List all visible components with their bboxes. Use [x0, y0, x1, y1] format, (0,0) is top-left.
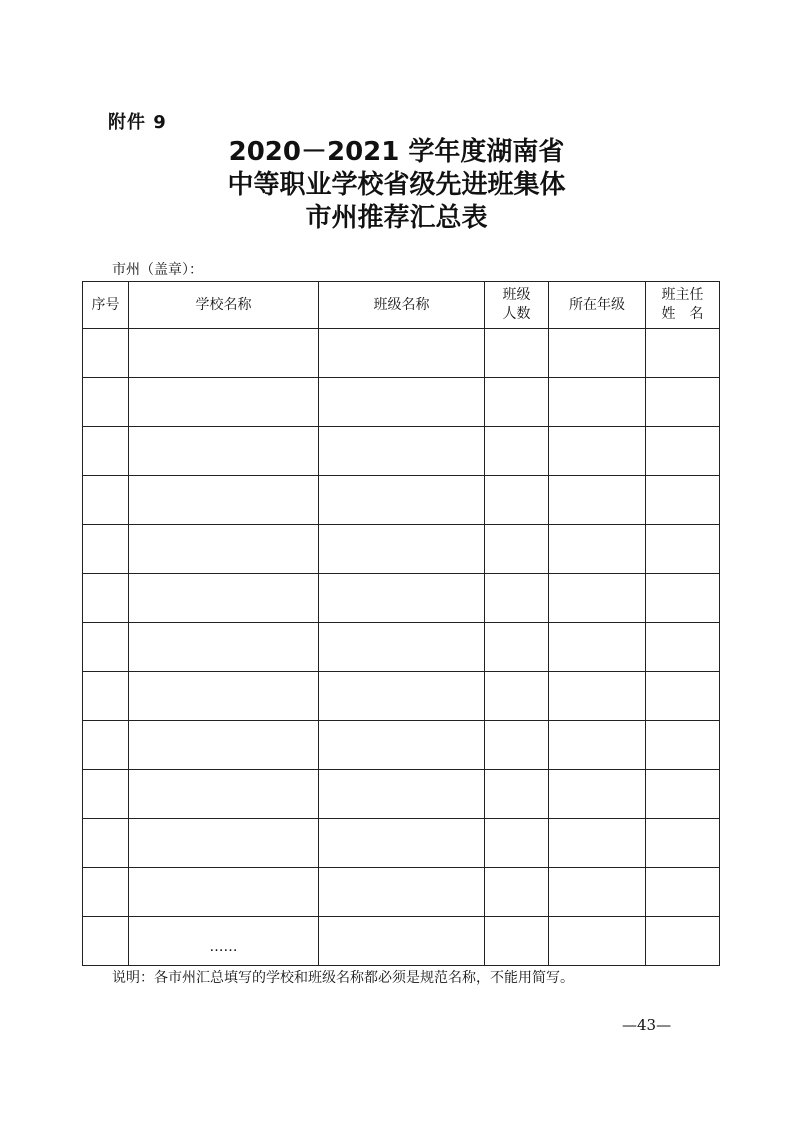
teacher-cell[interactable] — [646, 476, 720, 525]
page-number: —43— — [622, 1016, 672, 1034]
header-class-name: 班级名称 — [319, 282, 485, 329]
teacher-cell[interactable] — [646, 819, 720, 868]
summary-table — [82, 281, 720, 966]
header-teacher-line-2: 姓 名 — [661, 306, 704, 322]
table-row — [83, 868, 720, 917]
grade-cell[interactable] — [549, 721, 646, 770]
class-size-cell[interactable] — [485, 721, 549, 770]
class-size-cell[interactable] — [485, 427, 549, 476]
grade-cell[interactable] — [549, 574, 646, 623]
class-size-cell[interactable] — [485, 917, 549, 966]
school-name-cell[interactable] — [129, 427, 319, 476]
index-cell[interactable] — [83, 721, 129, 770]
class-size-cell[interactable] — [485, 329, 549, 378]
table-row — [83, 329, 720, 378]
school-name-cell[interactable] — [129, 917, 319, 966]
grade-cell[interactable] — [549, 525, 646, 574]
header-school-name: 学校名称 — [129, 282, 319, 329]
school-name-cell[interactable] — [129, 525, 319, 574]
index-cell[interactable] — [83, 819, 129, 868]
index-cell[interactable] — [83, 868, 129, 917]
table-row — [83, 770, 720, 819]
class-size-cell[interactable] — [485, 672, 549, 721]
school-name-cell[interactable] — [129, 329, 319, 378]
index-cell[interactable] — [83, 623, 129, 672]
header-teacher-line-1: 班主任 — [661, 287, 704, 303]
class-size-cell[interactable] — [485, 623, 549, 672]
class-name-cell[interactable] — [319, 819, 485, 868]
class-size-cell[interactable] — [485, 476, 549, 525]
class-name-cell[interactable] — [319, 770, 485, 819]
class-name-cell[interactable] — [319, 525, 485, 574]
grade-cell[interactable] — [549, 623, 646, 672]
index-cell[interactable] — [83, 329, 129, 378]
class-name-cell[interactable] — [319, 476, 485, 525]
class-size-cell[interactable] — [485, 819, 549, 868]
grade-cell[interactable] — [549, 770, 646, 819]
stamp-label: 市州（盖章）： — [112, 262, 203, 278]
table-row — [83, 623, 720, 672]
index-cell[interactable] — [83, 672, 129, 721]
class-name-cell[interactable] — [319, 623, 485, 672]
school-name-cell[interactable] — [129, 721, 319, 770]
table-row — [83, 917, 720, 966]
school-name-cell[interactable] — [129, 574, 319, 623]
document-title — [0, 136, 793, 235]
grade-cell[interactable] — [549, 868, 646, 917]
class-name-cell[interactable] — [319, 721, 485, 770]
teacher-cell[interactable] — [646, 917, 720, 966]
teacher-cell[interactable] — [646, 329, 720, 378]
footnote: 说明：各市州汇总填写的学校和班级名称都必须是规范名称，不能用简写。 — [112, 970, 574, 986]
school-name-cell[interactable] — [129, 476, 319, 525]
table-row — [83, 427, 720, 476]
class-name-cell[interactable] — [319, 672, 485, 721]
header-index: 序号 — [83, 282, 129, 329]
header-class-size — [485, 282, 549, 329]
grade-cell[interactable] — [549, 476, 646, 525]
index-cell[interactable] — [83, 574, 129, 623]
title-line-3: 市州推荐汇总表 — [305, 203, 488, 233]
class-name-cell[interactable] — [319, 868, 485, 917]
title-line-1: 2020－2021 学年度湖南省 — [228, 137, 565, 167]
grade-cell[interactable] — [549, 329, 646, 378]
attachment-label: 附件 9 — [108, 112, 167, 133]
table-row — [83, 476, 720, 525]
teacher-cell[interactable] — [646, 623, 720, 672]
teacher-cell[interactable] — [646, 574, 720, 623]
school-name-cell[interactable] — [129, 378, 319, 427]
grade-cell[interactable] — [549, 378, 646, 427]
header-class-size-line-1: 班级 — [502, 287, 531, 303]
index-cell[interactable] — [83, 917, 129, 966]
table-row — [83, 721, 720, 770]
table-row — [83, 574, 720, 623]
class-name-cell[interactable] — [319, 917, 485, 966]
header-grade: 所在年级 — [549, 282, 646, 329]
class-size-cell[interactable] — [485, 574, 549, 623]
table-header-row — [83, 282, 720, 329]
header-teacher — [646, 282, 720, 329]
teacher-cell[interactable] — [646, 672, 720, 721]
teacher-cell[interactable] — [646, 378, 720, 427]
class-name-cell[interactable] — [319, 378, 485, 427]
index-cell[interactable] — [83, 378, 129, 427]
school-name-cell[interactable] — [129, 770, 319, 819]
class-size-cell[interactable] — [485, 770, 549, 819]
class-size-cell[interactable] — [485, 525, 549, 574]
index-cell[interactable] — [83, 476, 129, 525]
table-row — [83, 819, 720, 868]
teacher-cell[interactable] — [646, 721, 720, 770]
ellipsis-text: …… — [209, 939, 238, 955]
class-name-cell[interactable] — [319, 427, 485, 476]
grade-cell[interactable] — [549, 917, 646, 966]
table-row — [83, 672, 720, 721]
grade-cell[interactable] — [549, 819, 646, 868]
table-row — [83, 378, 720, 427]
index-cell[interactable] — [83, 770, 129, 819]
title-line-2: 中等职业学校省级先进班集体 — [227, 170, 566, 200]
table-row — [83, 525, 720, 574]
index-cell[interactable] — [83, 427, 129, 476]
teacher-cell[interactable] — [646, 427, 720, 476]
school-name-cell[interactable] — [129, 819, 319, 868]
table-body — [83, 329, 720, 966]
class-name-cell[interactable] — [319, 329, 485, 378]
header-class-size-line-2: 人数 — [502, 306, 531, 322]
grade-cell[interactable] — [549, 427, 646, 476]
teacher-cell[interactable] — [646, 525, 720, 574]
class-size-cell[interactable] — [485, 868, 549, 917]
class-size-cell[interactable] — [485, 378, 549, 427]
index-cell[interactable] — [83, 525, 129, 574]
grade-cell[interactable] — [549, 672, 646, 721]
school-name-cell[interactable] — [129, 868, 319, 917]
school-name-cell[interactable] — [129, 623, 319, 672]
class-name-cell[interactable] — [319, 574, 485, 623]
school-name-cell[interactable] — [129, 672, 319, 721]
teacher-cell[interactable] — [646, 770, 720, 819]
teacher-cell[interactable] — [646, 868, 720, 917]
